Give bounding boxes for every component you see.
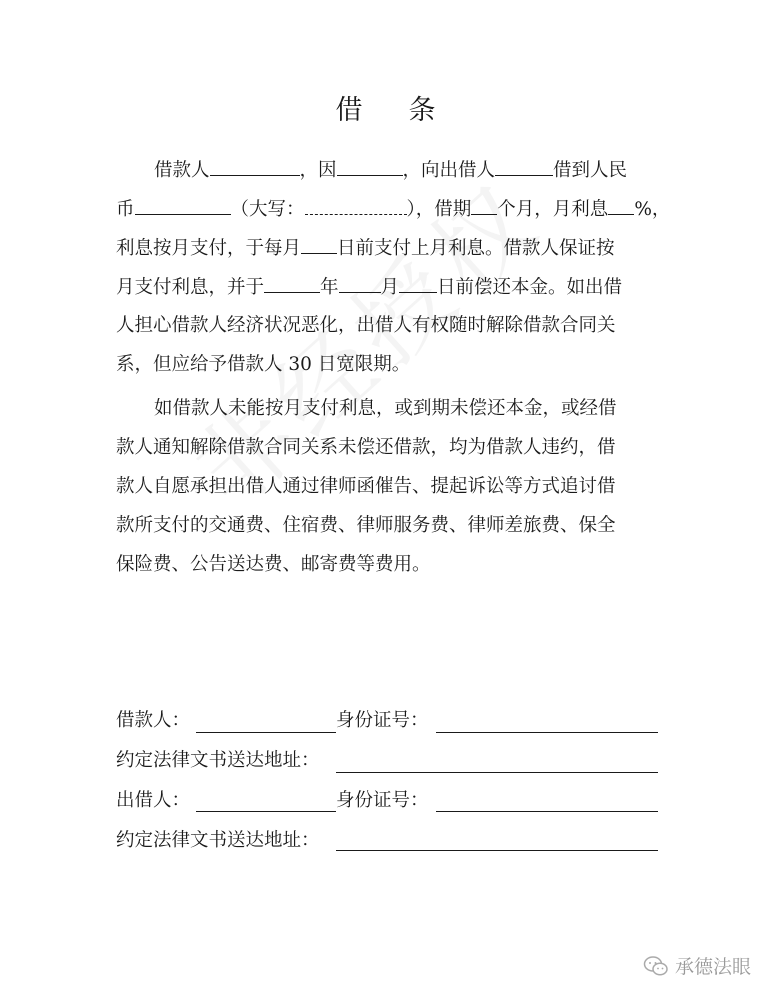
paragraph2-line1: 如借款人未能按月支付利息，或到期未偿还本金，或经借 bbox=[154, 398, 617, 419]
paragraph1-line3: 利息按月支付，于每月 日前支付上月利息。借款人保证按 bbox=[116, 235, 615, 262]
paragraph1-line2: 币 （大写： ），借期 个月，月利息 %， bbox=[116, 196, 670, 223]
paragraph2-line2: 款人通知解除借款合同关系未偿还借款，均为借款人违约，借 bbox=[116, 437, 616, 458]
borrower-id-line[interactable] bbox=[436, 732, 658, 733]
paragraph1-line6: 系，但应给予借款人 30 日宽限期。 bbox=[116, 354, 411, 375]
paragraph1-line1: 借款人 ，因 ，向出借人 借到人民 bbox=[154, 157, 627, 184]
term-months-blank[interactable] bbox=[471, 196, 497, 215]
lender-id-label: 身份证号： bbox=[336, 790, 429, 811]
interest-rate-blank[interactable] bbox=[608, 196, 634, 215]
lender-signature-line[interactable] bbox=[196, 811, 336, 812]
brand-name: 承德法眼 bbox=[674, 956, 751, 978]
amount-uppercase-blank[interactable] bbox=[305, 196, 407, 215]
paragraph1-line5: 人担心借款人经济状况恶化，出借人有权随时解除借款合同关 bbox=[116, 315, 616, 336]
paragraph1-line4: 月支付利息，并于 年 月 日前偿还本金。如出借 bbox=[116, 274, 622, 301]
paragraph2-line4: 款所支付的交通费、住宿费、律师服务费、律师差旅费、保全 bbox=[116, 515, 616, 536]
brand-badge bbox=[643, 952, 751, 979]
borrower-address-line[interactable] bbox=[336, 772, 658, 773]
lender-address-line[interactable] bbox=[336, 850, 658, 851]
year-blank[interactable] bbox=[264, 274, 320, 293]
lender-blank[interactable] bbox=[495, 157, 553, 176]
wechat-icon bbox=[643, 955, 669, 977]
lender-label: 出借人： bbox=[116, 790, 191, 811]
amount-blank[interactable] bbox=[135, 196, 231, 215]
paragraph2-line3: 款人自愿承担出借人通过律师函催告、提起诉讼等方式追讨借 bbox=[116, 476, 616, 497]
borrower-signature-line[interactable] bbox=[196, 732, 336, 733]
title-char-2: 条 bbox=[408, 95, 438, 126]
paragraph2-line5: 保险费、公告送达费、邮寄费等费用。 bbox=[116, 554, 431, 575]
document-title bbox=[0, 88, 773, 127]
borrower-blank[interactable] bbox=[210, 157, 300, 176]
borrower-label: 借款人： bbox=[116, 710, 191, 731]
payment-day-blank[interactable] bbox=[301, 235, 337, 254]
borrower-address-label: 约定法律文书送达地址： bbox=[116, 750, 320, 771]
day-blank[interactable] bbox=[399, 274, 437, 293]
month-blank[interactable] bbox=[339, 274, 381, 293]
title-char-1: 借 bbox=[335, 95, 365, 126]
lender-address-label: 约定法律文书送达地址： bbox=[116, 830, 320, 851]
reason-blank[interactable] bbox=[337, 157, 403, 176]
borrower-id-label: 身份证号： bbox=[336, 710, 429, 731]
lender-id-line[interactable] bbox=[436, 811, 658, 812]
